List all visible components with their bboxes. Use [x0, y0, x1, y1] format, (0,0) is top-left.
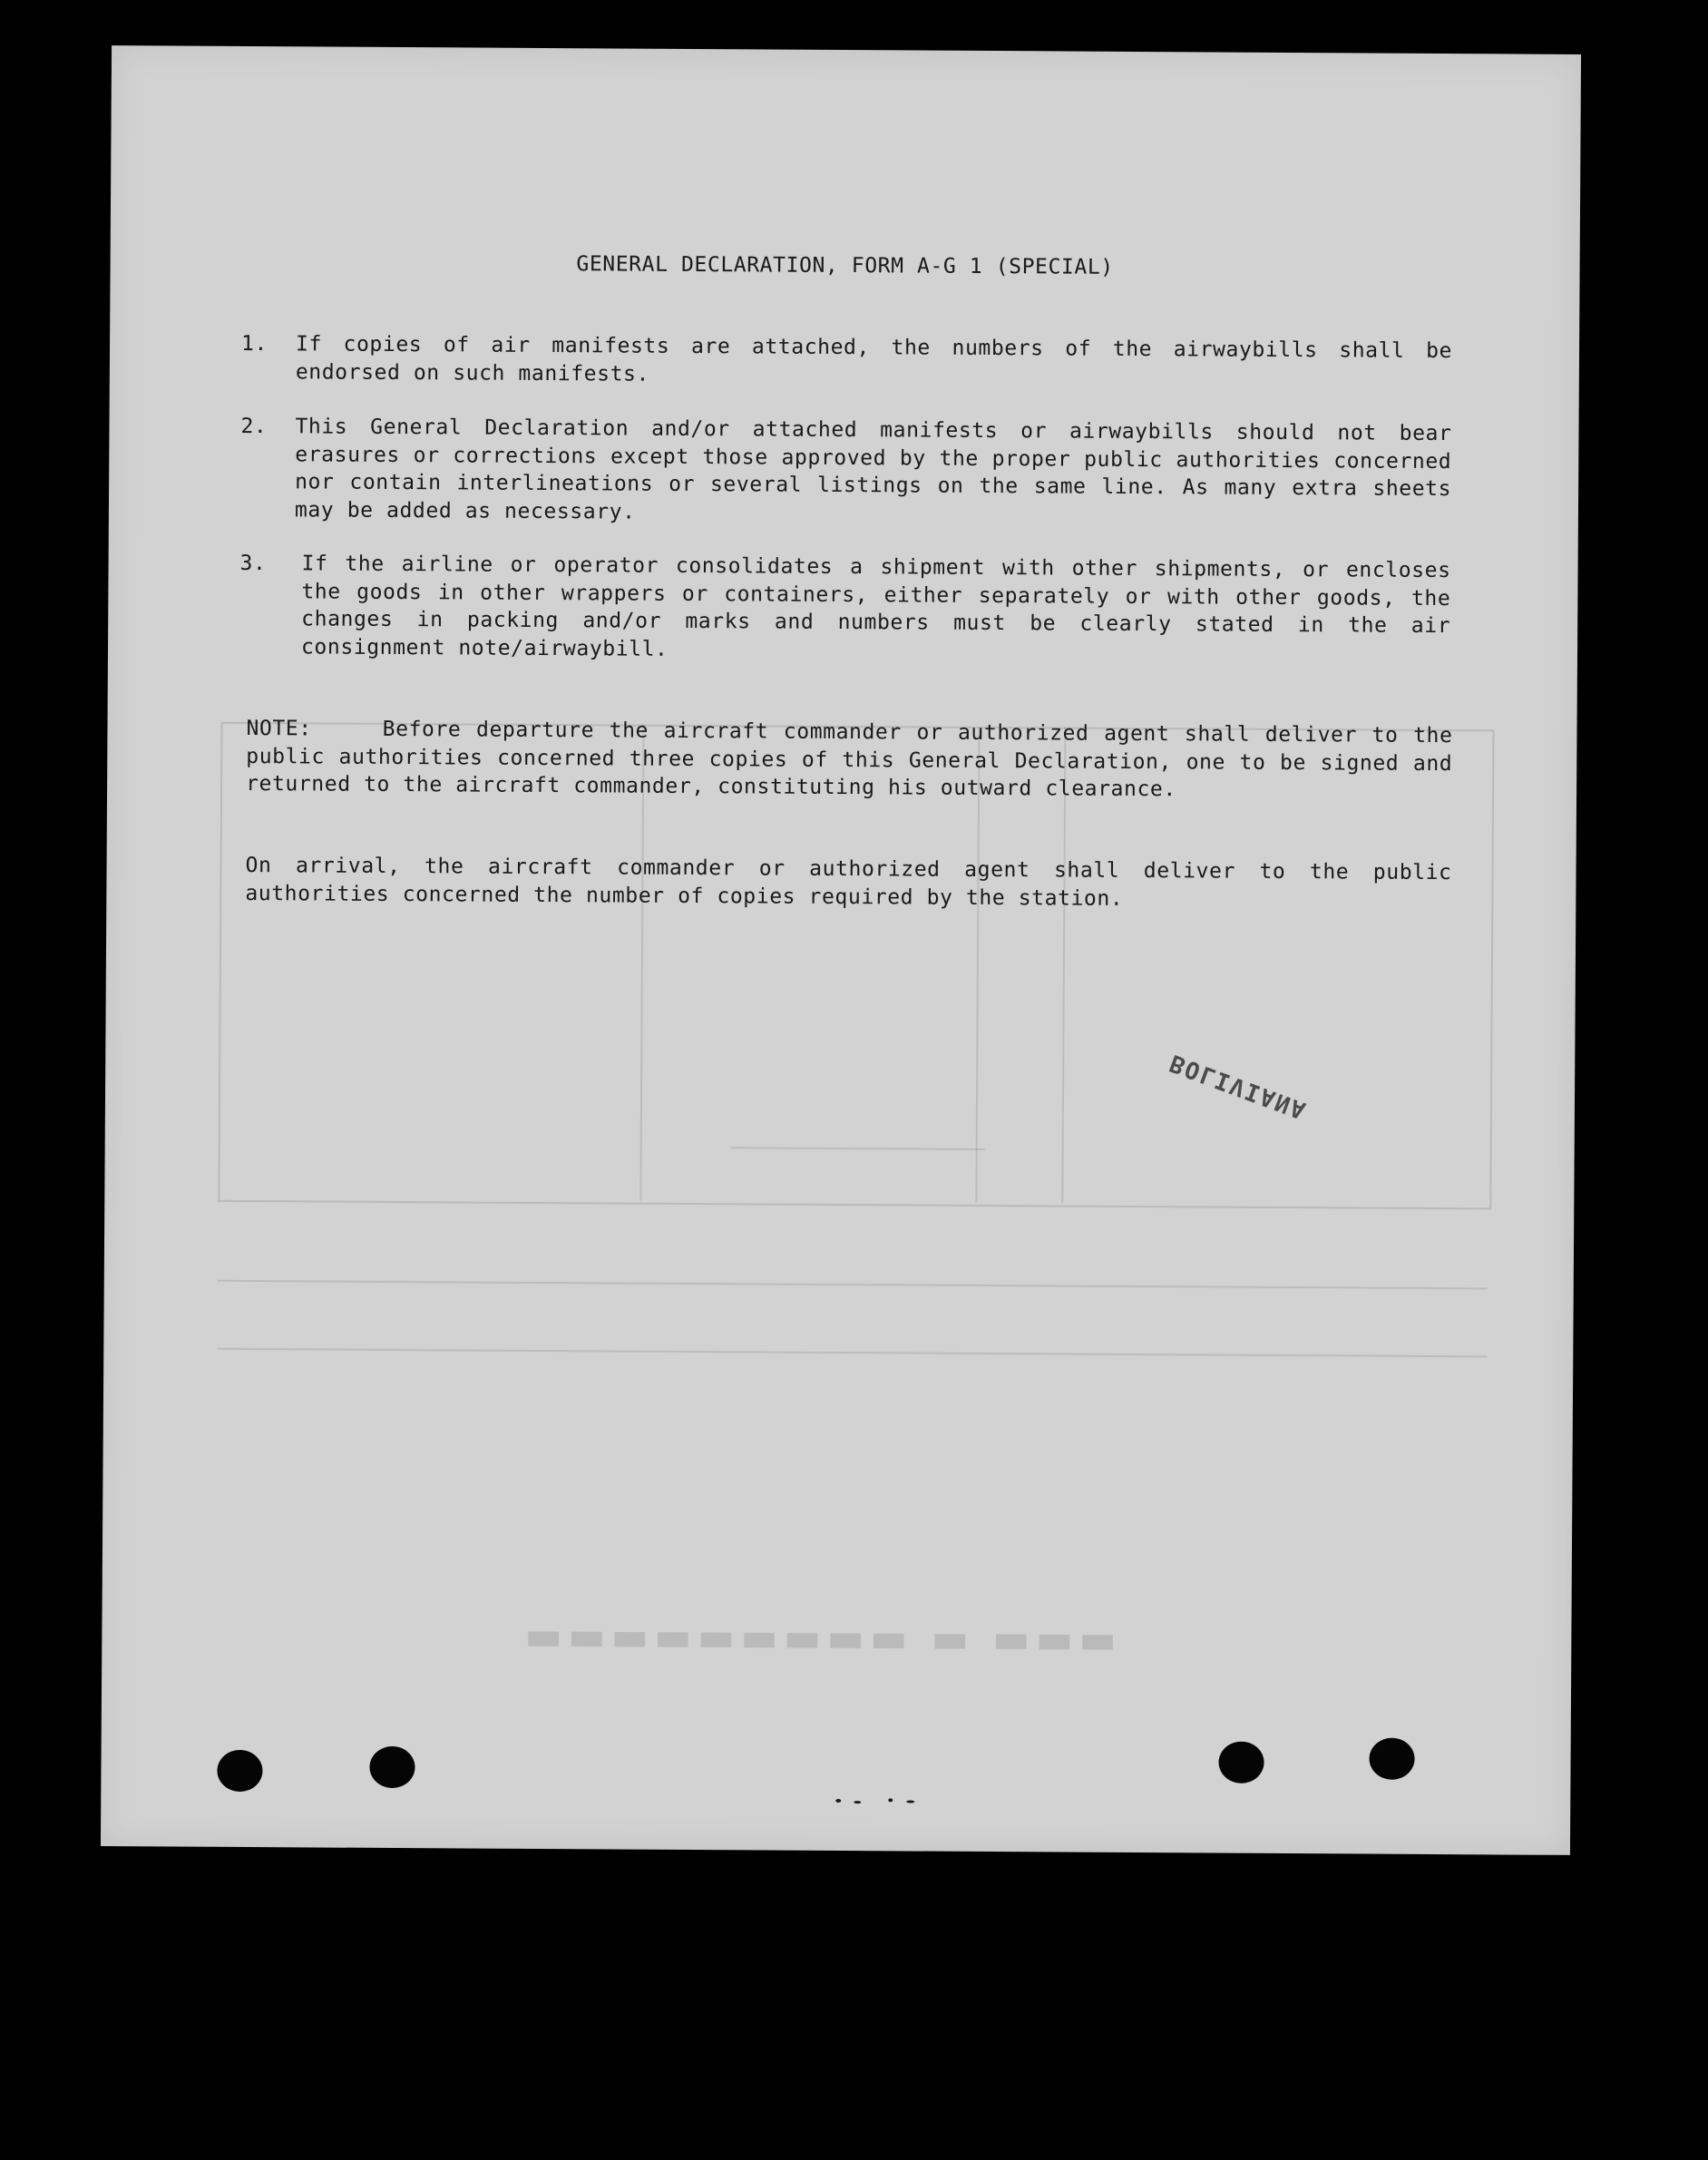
- bleed-through-rule: [217, 1348, 1487, 1358]
- item-text: If copies of air manifests are attached, the numbers of the airwaybills shall be endorsed on such manifests.: [295, 332, 1453, 386]
- punch-hole: [217, 1750, 262, 1792]
- ink-stamp: BOLIVIANA: [1166, 1048, 1312, 1125]
- note-label: NOTE:: [246, 716, 312, 741]
- bleed-through-rule: [218, 1280, 1488, 1290]
- item-number: 1.: [240, 331, 268, 357]
- instruction-item-2: [240, 413, 1452, 531]
- ink-speck: [854, 1801, 861, 1803]
- item-text: If the airline or operator consolidates a shipment with other shipments, or encloses the goods in other wrappers or containers, either separately or with other goods, the changes in packing and/or marks and numbers must be clearly stated in the air consignment note/airwaybill.: [300, 552, 1451, 661]
- item-number: 2.: [240, 414, 268, 439]
- instruction-item-1: [241, 330, 1452, 393]
- note-paragraph: [246, 715, 1453, 806]
- item-text: This General Declaration and/or attached manifests or airwaybills should not bear erasures or corrections except those approved by the proper public authorities concerned nor contain interlineations or several listings on the same line. As many extra sheets may be added as necessary.: [294, 415, 1452, 524]
- document-page: [101, 45, 1581, 1855]
- bleed-through-heading: ▬▬▬ ▬ ▬▬▬▬▬▬▬▬▬: [519, 1612, 1117, 1663]
- instruction-item-3: [239, 550, 1451, 668]
- item-number: 3.: [239, 551, 267, 576]
- note-text: Before departure the aircraft commander or authorized agent shall deliver to the public authorities concerned three copies of this General Declaration, one to be signed and returned to the aircraft commander, constituting his outward clearance.: [246, 717, 1453, 802]
- punch-hole: [369, 1746, 415, 1788]
- punch-hole: [1369, 1738, 1414, 1780]
- ink-speck: [906, 1800, 914, 1803]
- ink-speck: [835, 1799, 841, 1803]
- ink-speck: [888, 1798, 893, 1802]
- page-title: GENERAL DECLARATION, FORM A-G 1 (SPECIAL): [576, 252, 1114, 279]
- arrival-paragraph: On arrival, the aircraft commander or authorized agent shall deliver to the public authorities concerned the number of copies required by the station.: [245, 853, 1452, 911]
- punch-hole: [1218, 1742, 1264, 1784]
